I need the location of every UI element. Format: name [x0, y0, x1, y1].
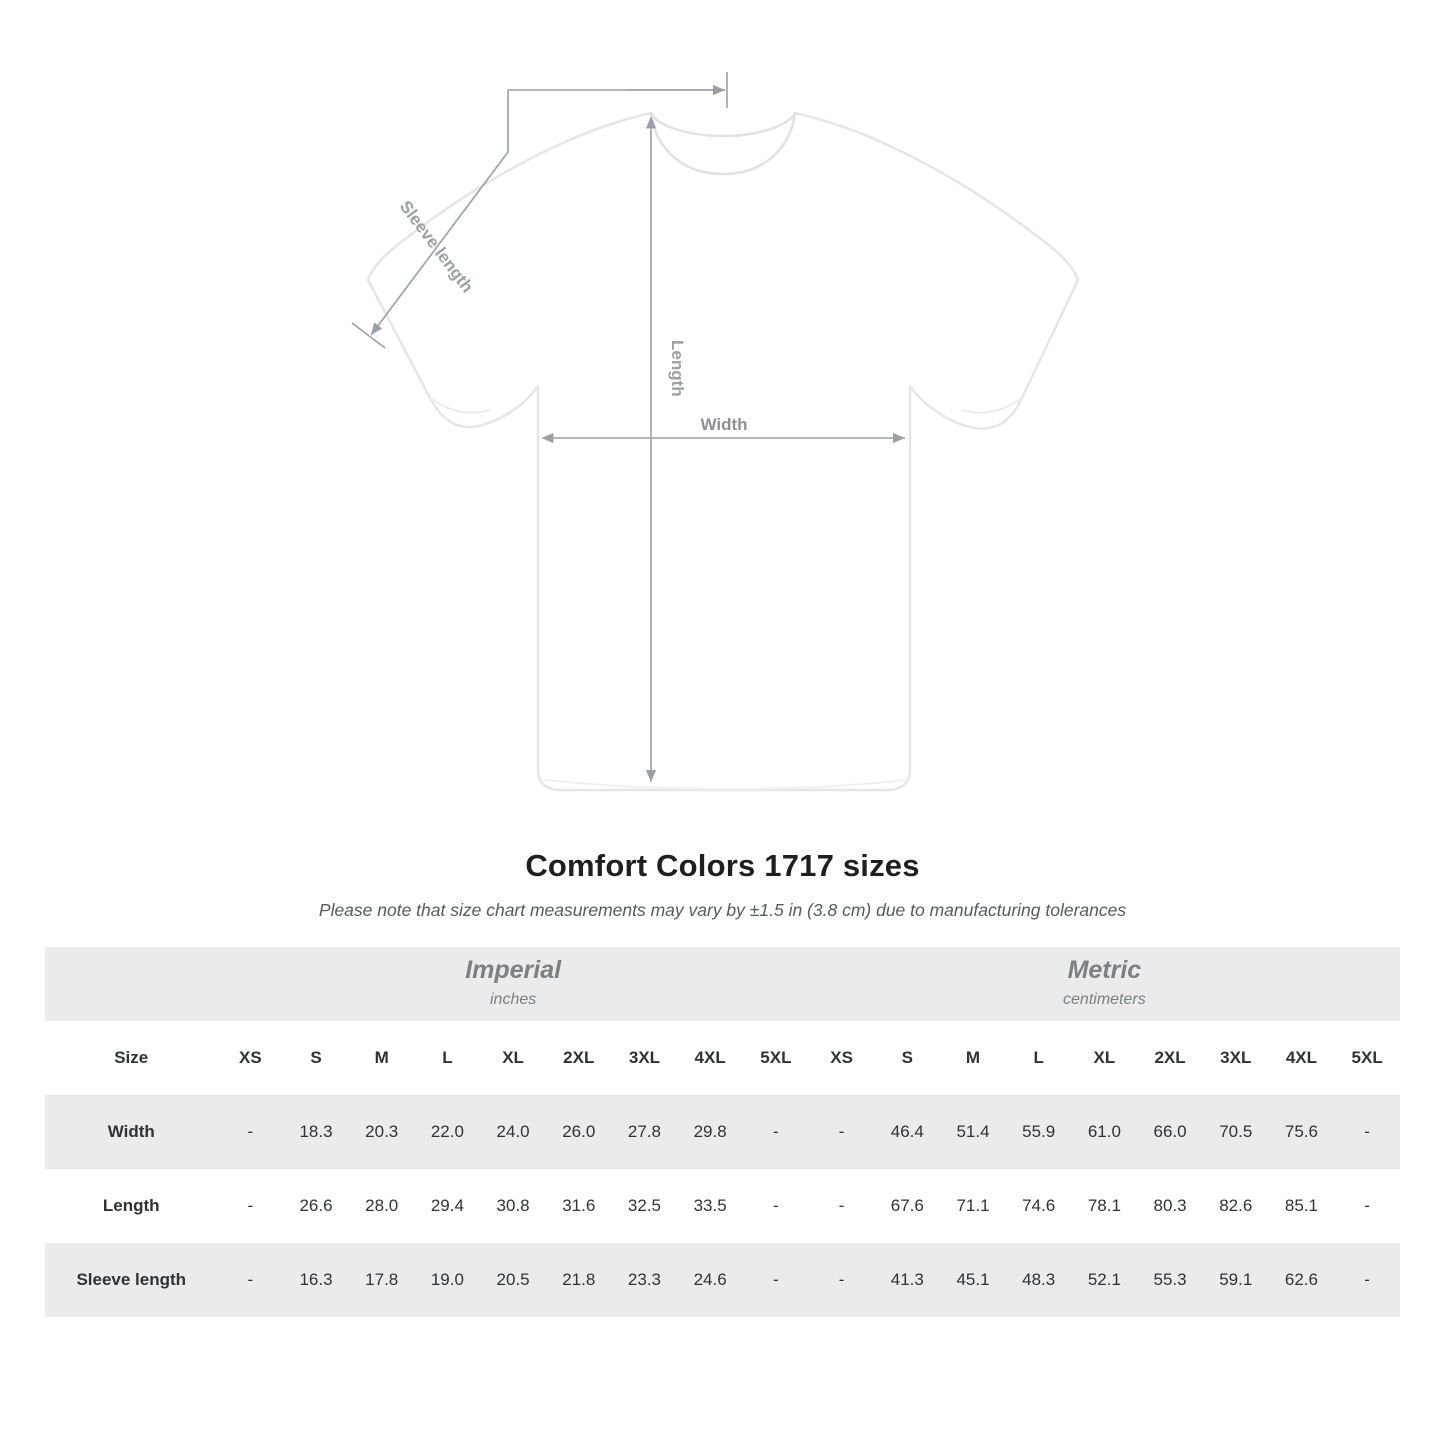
cell: 46.4 [874, 1095, 940, 1169]
size-header-cell: 5XL [743, 1021, 809, 1095]
size-table [45, 947, 1400, 1317]
cell: - [809, 1169, 875, 1243]
metric-sublabel: centimeters [1063, 991, 1146, 1009]
size-header-label: Size [45, 1021, 217, 1095]
size-header-cell: 5XL [1334, 1021, 1400, 1095]
unit-header-row [45, 947, 1400, 1021]
cell: 30.8 [480, 1169, 546, 1243]
size-table-wrapper [45, 947, 1400, 1317]
table-row [45, 1243, 1400, 1317]
cell: 26.6 [283, 1169, 349, 1243]
cell: - [1334, 1169, 1400, 1243]
size-header-cell: 3XL [612, 1021, 678, 1095]
width-label: Width [700, 415, 748, 434]
size-header-cell: 2XL [546, 1021, 612, 1095]
cell: 78.1 [1072, 1169, 1138, 1243]
cell: - [743, 1243, 809, 1317]
table-row [45, 1095, 1400, 1169]
size-header-cell: XS [809, 1021, 875, 1095]
cell: - [217, 1169, 283, 1243]
size-header-cell: L [415, 1021, 481, 1095]
measurement-note: Please note that size chart measurements may vary by ±1.5 in (3.8 cm) due to manufacturing tolerances [318, 900, 1127, 920]
row-label-sleeve-length: Sleeve length [45, 1243, 217, 1317]
tshirt-shape [368, 113, 1078, 790]
cell: 66.0 [1137, 1095, 1203, 1169]
size-header-cell: L [1006, 1021, 1072, 1095]
title-block [0, 848, 1445, 921]
metric-group-header [809, 947, 1400, 1021]
cell: 51.4 [940, 1095, 1006, 1169]
imperial-label: Imperial [465, 955, 562, 984]
sleeve-label: Sleeve length [395, 197, 477, 297]
cell: 31.6 [546, 1169, 612, 1243]
cell: 71.1 [940, 1169, 1006, 1243]
size-header-cell: XS [217, 1021, 283, 1095]
cell: - [743, 1169, 809, 1243]
cell: 16.3 [283, 1243, 349, 1317]
page-title: Comfort Colors 1717 sizes [525, 848, 920, 883]
cell: 82.6 [1203, 1169, 1269, 1243]
cell: 41.3 [874, 1243, 940, 1317]
cell: 17.8 [349, 1243, 415, 1317]
cell: 74.6 [1006, 1169, 1072, 1243]
cell: 24.6 [677, 1243, 743, 1317]
metric-label: Metric [1067, 955, 1142, 984]
size-header-cell: XL [1072, 1021, 1138, 1095]
cell: 55.3 [1137, 1243, 1203, 1317]
cell: 21.8 [546, 1243, 612, 1317]
size-header-cell: 3XL [1203, 1021, 1269, 1095]
cell: 48.3 [1006, 1243, 1072, 1317]
cell: 80.3 [1137, 1169, 1203, 1243]
cell: - [743, 1095, 809, 1169]
size-header-cell: 2XL [1137, 1021, 1203, 1095]
size-header-cell: 4XL [677, 1021, 743, 1095]
cell: 26.0 [546, 1095, 612, 1169]
cell: 20.3 [349, 1095, 415, 1169]
imperial-group-header [217, 947, 808, 1021]
size-header-cell: S [874, 1021, 940, 1095]
cell: 24.0 [480, 1095, 546, 1169]
cell: 59.1 [1203, 1243, 1269, 1317]
size-header-cell: S [283, 1021, 349, 1095]
cell: 22.0 [415, 1095, 481, 1169]
cell: 52.1 [1072, 1243, 1138, 1317]
row-label-width: Width [45, 1095, 217, 1169]
cell: 29.8 [677, 1095, 743, 1169]
row-label-length: Length [45, 1169, 217, 1243]
length-label: Length [668, 340, 687, 397]
cell: 28.0 [349, 1169, 415, 1243]
cell: 55.9 [1006, 1095, 1072, 1169]
cell: 19.0 [415, 1243, 481, 1317]
size-header-cell: M [940, 1021, 1006, 1095]
cell: - [217, 1095, 283, 1169]
cell: 27.8 [612, 1095, 678, 1169]
size-header-cell: 4XL [1269, 1021, 1335, 1095]
cell: 23.3 [612, 1243, 678, 1317]
cell: 20.5 [480, 1243, 546, 1317]
cell: 29.4 [415, 1169, 481, 1243]
cell: 70.5 [1203, 1095, 1269, 1169]
unit-spacer [45, 947, 217, 1021]
size-header-cell: XL [480, 1021, 546, 1095]
cell: 67.6 [874, 1169, 940, 1243]
imperial-sublabel: inches [490, 991, 537, 1009]
table-row [45, 1169, 1400, 1243]
size-header-cell: M [349, 1021, 415, 1095]
size-header-row [45, 1021, 1400, 1095]
cell: 75.6 [1269, 1095, 1335, 1169]
cell: - [1334, 1243, 1400, 1317]
cell: 45.1 [940, 1243, 1006, 1317]
cell: - [809, 1243, 875, 1317]
cell: 85.1 [1269, 1169, 1335, 1243]
cell: 62.6 [1269, 1243, 1335, 1317]
cell: 32.5 [612, 1169, 678, 1243]
cell: 18.3 [283, 1095, 349, 1169]
cell: - [809, 1095, 875, 1169]
cell: 33.5 [677, 1169, 743, 1243]
cell: - [217, 1243, 283, 1317]
cell: - [1334, 1095, 1400, 1169]
cell: 61.0 [1072, 1095, 1138, 1169]
